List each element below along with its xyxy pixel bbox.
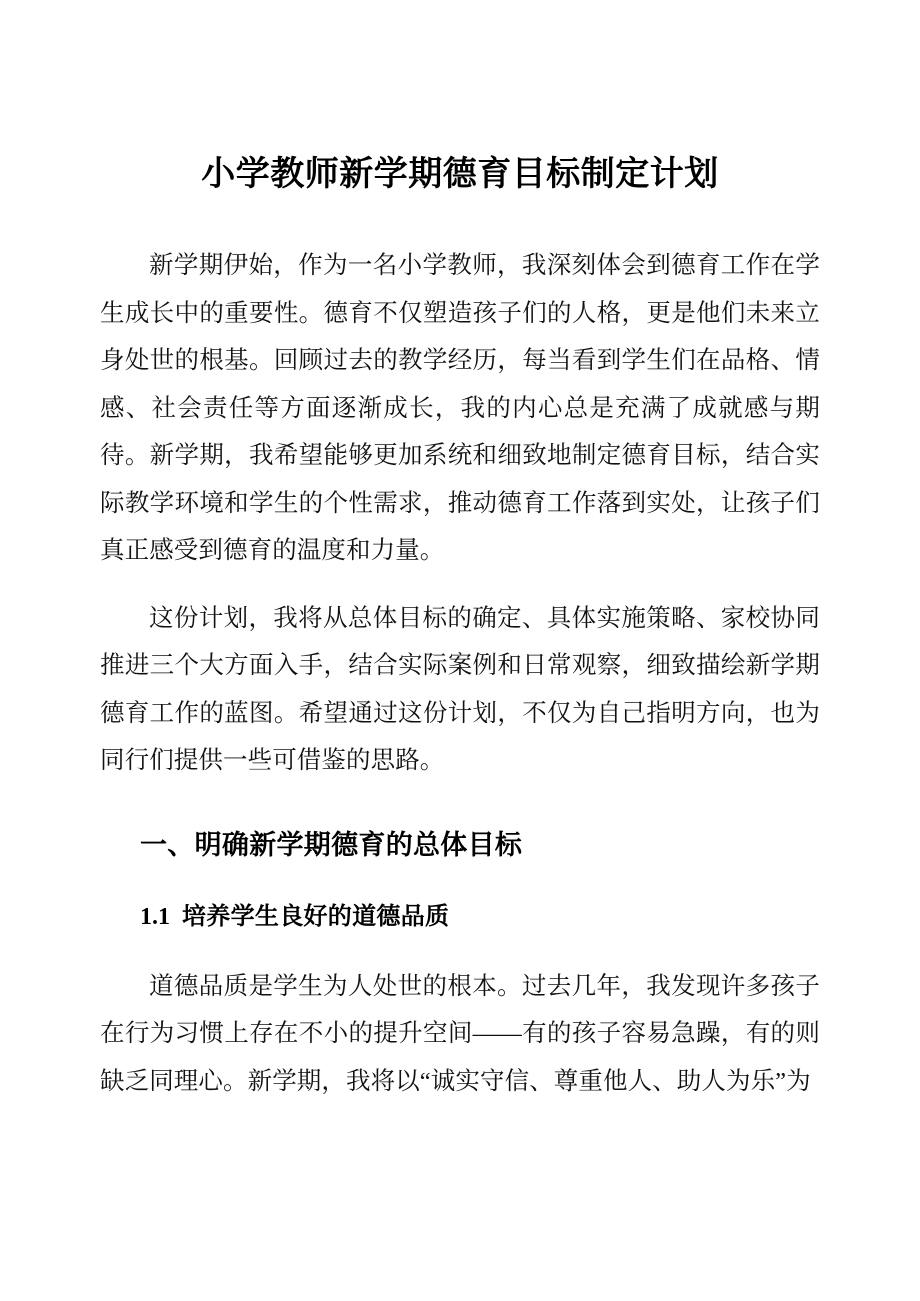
section-heading-1: 一、明确新学期德育的总体目标 [140,829,523,860]
paragraph-moral-quality: 道德品质是学生为人处世的根本。过去几年，我发现许多孩子在行为习惯上存在不小的提升空间——有的孩子容易急躁，有的则缺乏同理心。新学期，我将以“诚实守信、尊重他人、助人为乐”为 [100,972,820,1095]
page-title: 小学教师新学期德育目标制定计划 [201,155,719,193]
paragraph-overview: 这份计划，我将从总体目标的确定、具体实施策略、家校协同推进三个大方面入手，结合实际案例和日常观察，细致描绘新学期德育工作的蓝图。希望通过这份计划，不仅为自己指明方向，也为同行们提供一些可借鉴的思路。 [100,604,820,774]
paragraph-intro: 新学期伊始，作为一名小学教师，我深刻体会到德育工作在学生成长中的重要性。德育不仅塑造孩子们的人格，更是他们未来立身处世的根基。回顾过去的教学经历，每当看到学生们在品格、情感、社会责任等方面逐渐成长，我的内心总是充满了成就感与期待。新学期，我希望能够更加系统和细致地制定德育目标，结合实际教学环境和学生的个性需求，推动德育工作落到实处，让孩子们真正感受到德育的温度和力量。 [100,252,820,564]
subsection-label: 培养学生良好的道德品质 [182,902,450,930]
subsection-heading-1-1 [100,897,820,937]
subsection-number: 1.1 [140,903,170,930]
